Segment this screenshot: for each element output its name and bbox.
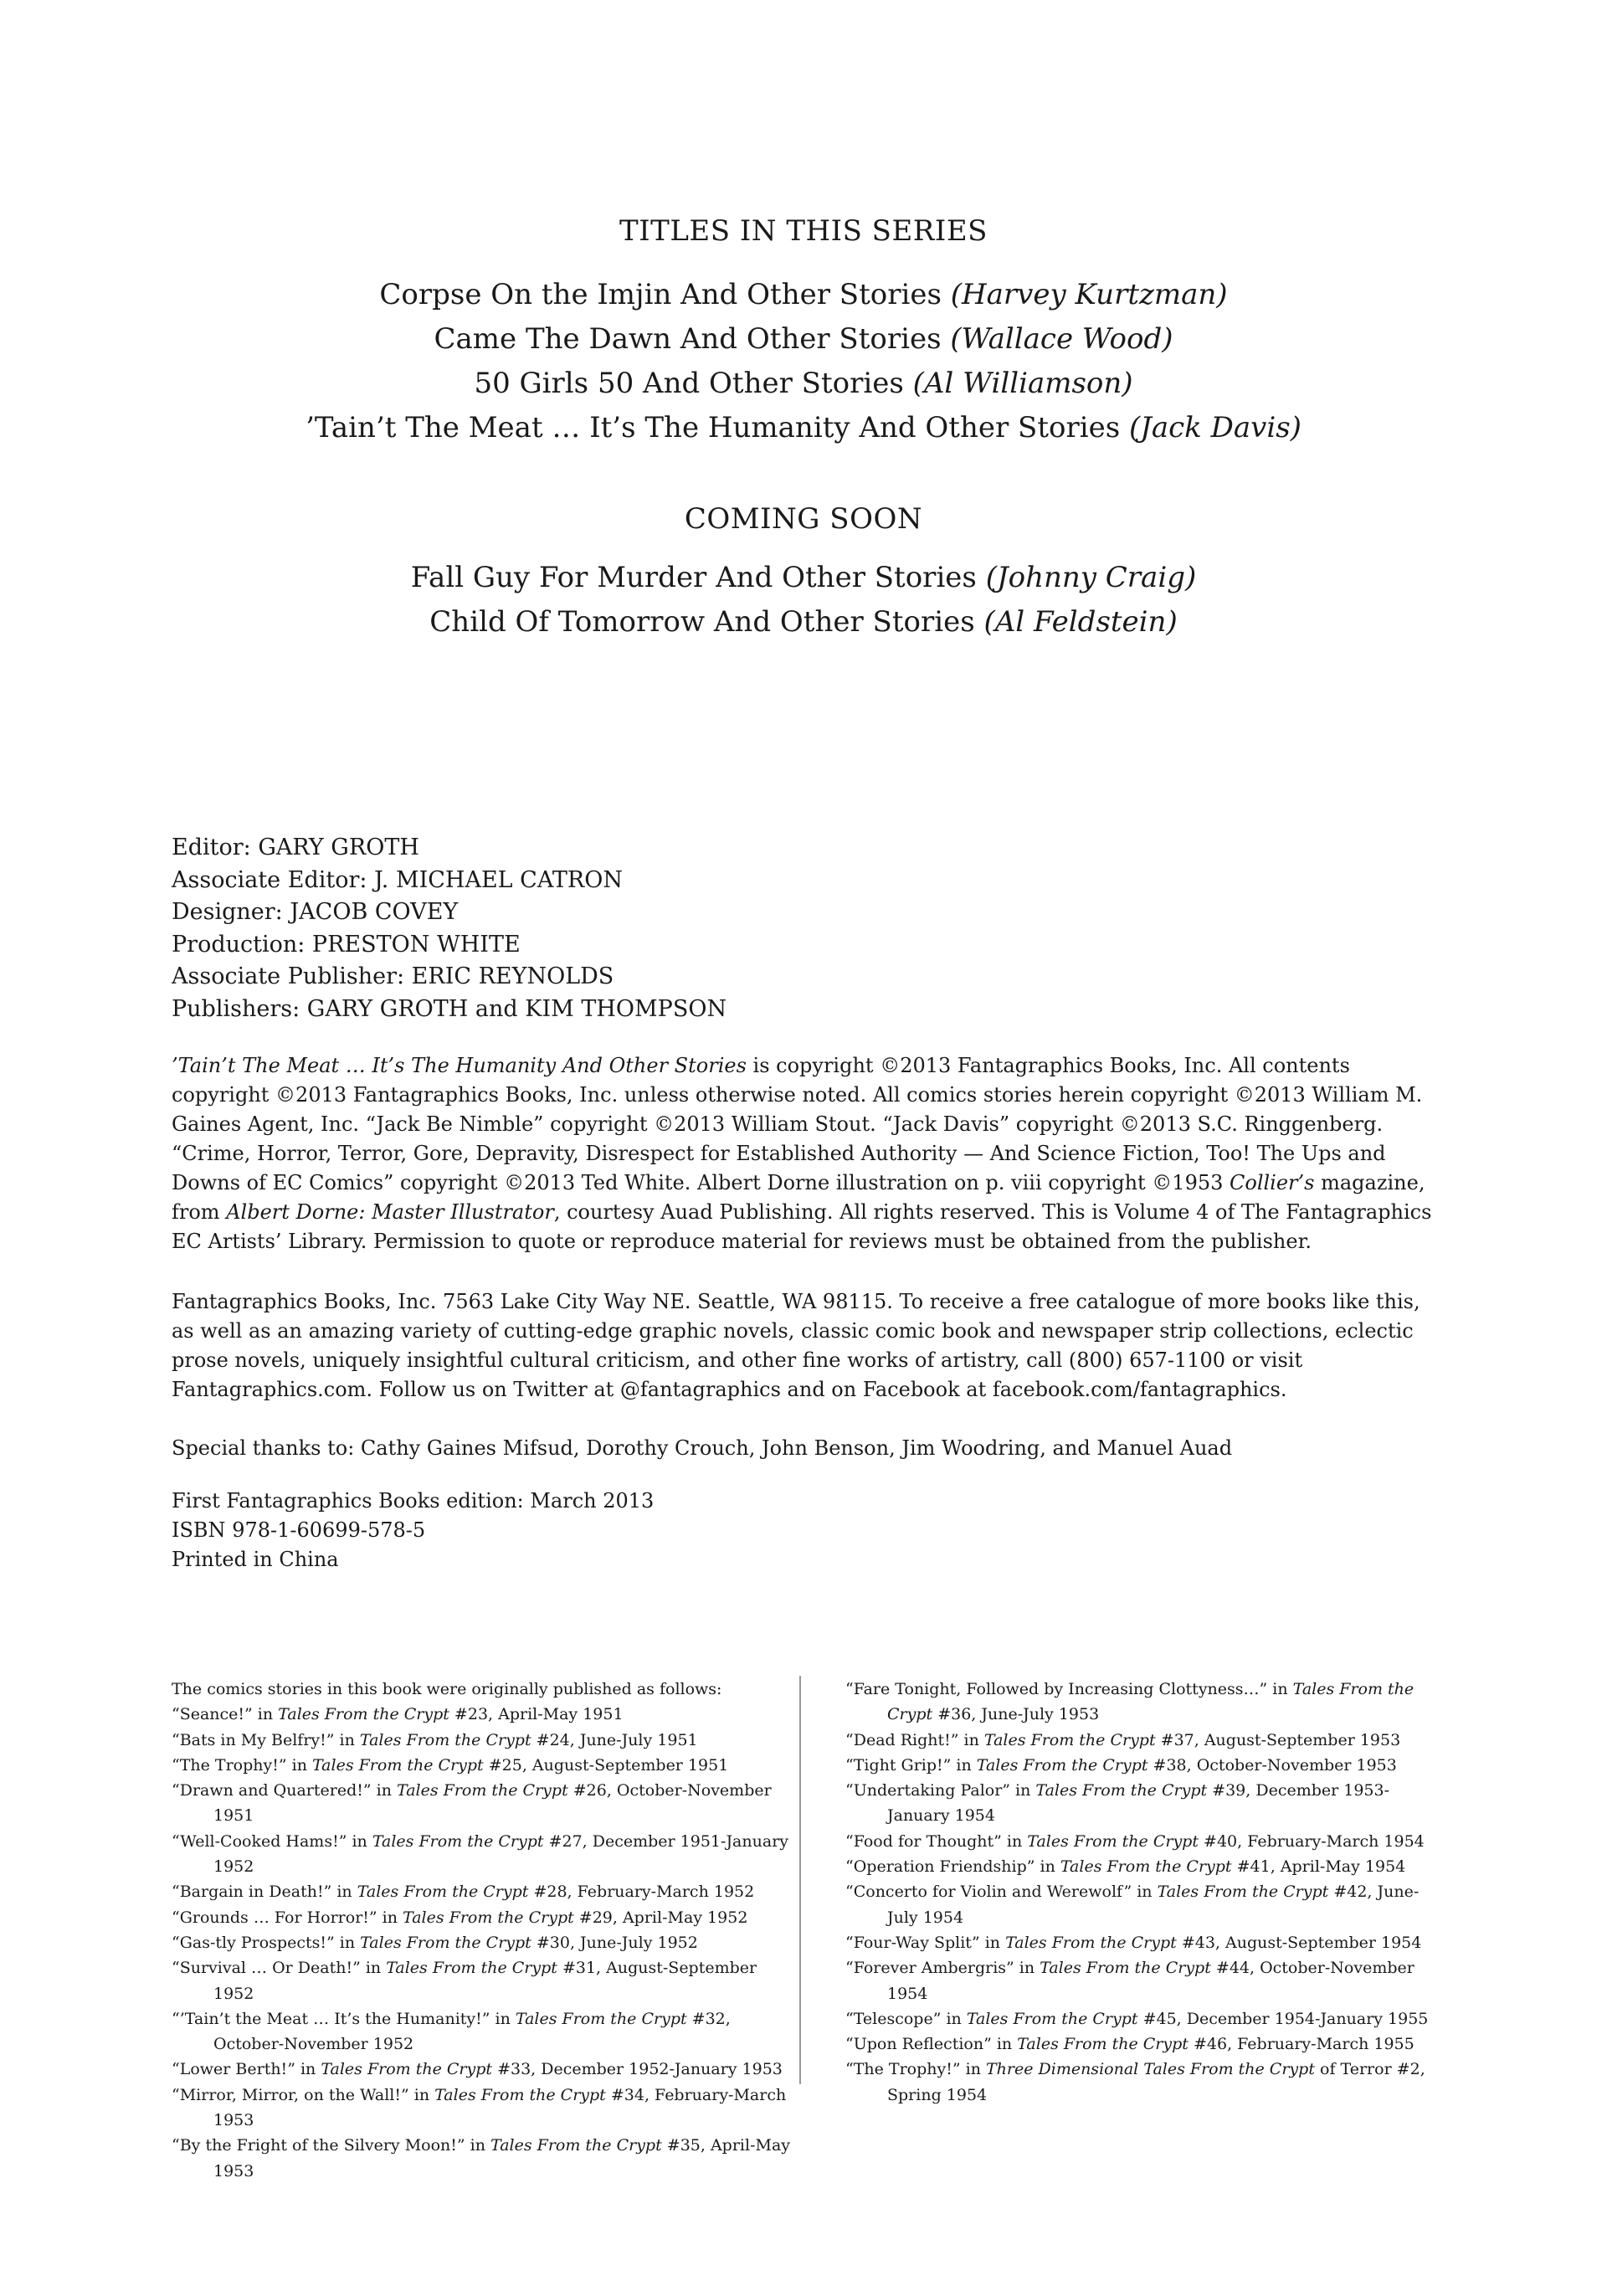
publication-entry: “Food for Thought” in Tales From the Crypt #40, February-March 1954 [845, 1831, 1425, 1851]
isbn: ISBN 978-1-60699-578-5 [172, 1518, 426, 1542]
staff-credits [172, 832, 726, 1025]
publication-entry: “Well-Cooked Hams!” in Tales From the Crypt #27, December 1951-January 1952 [172, 1831, 789, 1877]
publication-entry: “Telescope” in Tales From the Crypt #45, December 1954-January 1955 [845, 2009, 1429, 2028]
column-divider [799, 1676, 801, 2084]
publication-entry: “Lower Berth!” in Tales From the Crypt #33, December 1952-January 1953 [172, 2060, 783, 2079]
publication-history-right [845, 1677, 1448, 2108]
printed-in: Printed in China [172, 1548, 339, 1571]
publication-entry: “Mirror, Mirror, on the Wall!” in Tales From the Crypt #34, February-March 1953 [172, 2085, 787, 2130]
publication-entry: “Bargain in Death!” in Tales From the Crypt #28, February-March 1952 [172, 1883, 755, 1902]
publisher-address: Fantagraphics Books, Inc. 7563 Lake City Way NE. Seattle, WA 98115. To receive a free catalogue of more books like this, as well as an amazing variety of cutting-edge graphic novels, classic comic book and newspaper strip collections, eclectic prose novels, uniquely insightful cultural criticism, and other fine works of artistry, call (800) 657-1100 or visit Fantagraphics.com. Follow us on Twitter at @fantagraphics and on Facebook at facebook.com/fantagraphics. [172, 1290, 1420, 1401]
publication-entry: “Forever Ambergris” in Tales From the Crypt #44, October-November 1954 [845, 1959, 1414, 2003]
series-title: ’Tain’t The Meat … It’s The Humanity And Other Stories (Jack Davis) [305, 411, 1302, 444]
credit-editor: Editor: GARY GROTH [172, 835, 419, 860]
coming-soon-title: Fall Guy For Murder And Other Stories (Johnny Craig) [410, 561, 1197, 594]
publication-entry: “Operation Friendship” in Tales From the Crypt #41, April-May 1954 [845, 1857, 1406, 1877]
credit-production: Production: PRESTON WHITE [172, 931, 521, 958]
coming-soon-heading: COMING SOON [684, 502, 923, 536]
publication-entry: “Undertaking Palor” in Tales From the Crypt #39, December 1953-January 1954 [845, 1781, 1390, 1826]
credit-publishers: Publishers: GARY GROTH and KIM THOMPSON [172, 995, 727, 1022]
publication-entry: “The Trophy!” in Tales From the Crypt #25, August-September 1951 [172, 1755, 729, 1775]
credit-associate-publisher: Associate Publisher: ERIC REYNOLDS [172, 963, 614, 989]
publication-entry: “Dead Right!” in Tales From the Crypt #37, August-September 1953 [845, 1730, 1401, 1749]
publication-entry: “Bats in My Belfry!” in Tales From the Crypt #24, June-July 1951 [172, 1730, 698, 1749]
series-title: Corpse On the Imjin And Other Stories (Harvey Kurtzman) [379, 278, 1228, 311]
publication-entry: “Tight Grip!” in Tales From the Crypt #38, October-November 1953 [845, 1755, 1397, 1775]
publication-entry: “The Trophy!” in Three Dimensional Tales From the Crypt of Terror #2, Spring 1954 [845, 2060, 1425, 2104]
series-heading: TITLES IN THIS SERIES [619, 214, 988, 248]
series-title: 50 Girls 50 And Other Stories (Al Williamson) [474, 367, 1133, 400]
coming-soon-title: Child Of Tomorrow And Other Stories (Al Feldstein) [429, 605, 1178, 639]
publication-entry: “Upon Reflection” in Tales From the Crypt #46, February-March 1955 [845, 2035, 1414, 2054]
publication-entry: “Gas-tly Prospects!” in Tales From the Crypt #30, June-July 1952 [172, 1933, 698, 1952]
edition-info [172, 1487, 1444, 1574]
publication-entry: “Survival … Or Death!” in Tales From the Crypt #31, August-September 1952 [172, 1959, 757, 2003]
edition-date: First Fantagraphics Books edition: March 2013 [172, 1489, 655, 1513]
publication-entry: “Four-Way Split” in Tales From the Crypt #43, August-September 1954 [845, 1933, 1422, 1952]
publication-intro: The comics stories in this book were originally published as follows: [172, 1680, 722, 1698]
publication-entry: “Seance!” in Tales From the Crypt #23, April-May 1951 [172, 1705, 624, 1724]
credit-associate-editor: Associate Editor: J. MICHAEL CATRON [172, 866, 623, 893]
special-thanks: Special thanks to: Cathy Gaines Mifsud, Dorothy Crouch, John Benson, Jim Woodring, and Manuel Auad [172, 1436, 1233, 1460]
coming-soon-list [0, 556, 1607, 645]
credit-designer: Designer: JACOB COVEY [172, 899, 459, 925]
publication-entry: “Grounds … For Horror!” in Tales From the Crypt #29, April-May 1952 [172, 1908, 748, 1927]
series-title-list [0, 273, 1607, 450]
publication-entry: “’Tain’t the Meat … It’s the Humanity!” in Tales From the Crypt #32, October-November 1952 [172, 2009, 731, 2054]
publication-entry: “Drawn and Quartered!” in Tales From the Crypt #26, October-November 1951 [172, 1781, 772, 1826]
publication-entry: “By the Fright of the Silvery Moon!” in Tales From the Crypt #35, April-May 1953 [172, 2136, 791, 2180]
publication-entry: “Concerto for Violin and Werewolf” in Tales From the Crypt #42, June-July 1954 [845, 1883, 1420, 1927]
book-title: ’Tain’t The Meat … It’s The Humanity And Other Stories [172, 1054, 747, 1077]
series-title: Came The Dawn And Other Stories (Wallace Wood) [434, 322, 1173, 356]
publication-history-left [172, 1677, 791, 2184]
copyright-notice: ’Tain’t The Meat … It’s The Humanity And Other Stories is copyright ©2013 Fantagraphics Books, Inc. All contents copyright ©2013 Fantagraphics Books, Inc. unless otherwise noted. All comics stories herein copyright ©2013 William M. Gaines Agent, Inc. “Jack Be Nimble” copyright ©2013 William Stout. “Jack Davis” copyright ©2013 S.C. Ringgenberg. “Crime, Horror, Terror, Gore, Depravity, Disrespect for Established Authority — And Science Fiction, Too! The Ups and Downs of EC Comics” copyright ©2013 Ted White. Albert Dorne illustration on p. viii copyright ©1953 Collier’s magazine, from Albert Dorne: Master Illustrator, courtesy Auad Publishing. All rights reserved. This is Volume 4 of The Fantagraphics EC Artists’ Library. Permission to quote or reproduce material for reviews must be obtained from the publisher. [172, 1054, 1432, 1253]
publication-entry: “Fare Tonight, Followed by Increasing Clottyness…” in Tales From the Crypt #36, June-July 1953 [845, 1680, 1414, 1724]
